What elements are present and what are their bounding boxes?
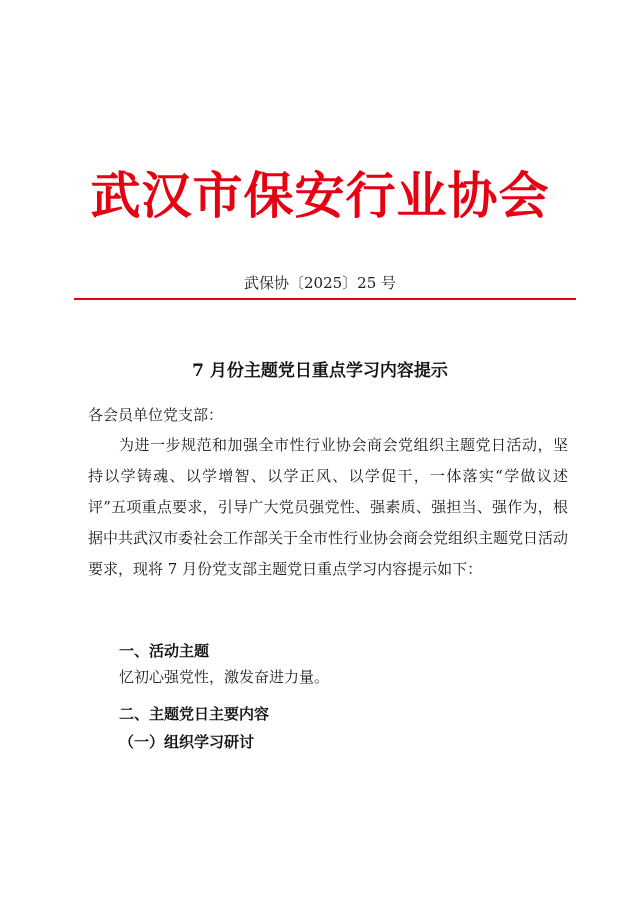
- intro-paragraph: 为进一步规范和加强全市性行业协会商会党组织主题党日活动，坚持以学铸魂、以学增智、以学正风、以学促干，一体落实“学做议述评”五项重点要求，引导广大党员强党性、强素质、强担当、强作为，根据中共武汉市委社会工作部关于全市性行业协会商会党组织主题党日活动要求，现将 7 月份党支部主题党日重点学习内容提示如下：: [88, 436, 569, 578]
- section-heading-main-content: 二、主题党日主要内容: [119, 705, 270, 723]
- activity-theme-text: 忆初心强党性，激发奋进力量。: [119, 668, 330, 686]
- subsection-heading-study: （一）组织学习研讨: [119, 733, 255, 751]
- notice-title: 7 月份主题党日重点学习内容提示: [192, 361, 448, 381]
- salutation: 各会员单位党支部：: [88, 406, 224, 424]
- red-divider-line: [74, 298, 576, 300]
- organization-masthead: 武汉市保安行业协会: [90, 166, 550, 225]
- section-heading-activity-theme: 一、活动主题: [119, 642, 210, 660]
- document-number: 武保协〔2025〕25 号: [243, 274, 397, 292]
